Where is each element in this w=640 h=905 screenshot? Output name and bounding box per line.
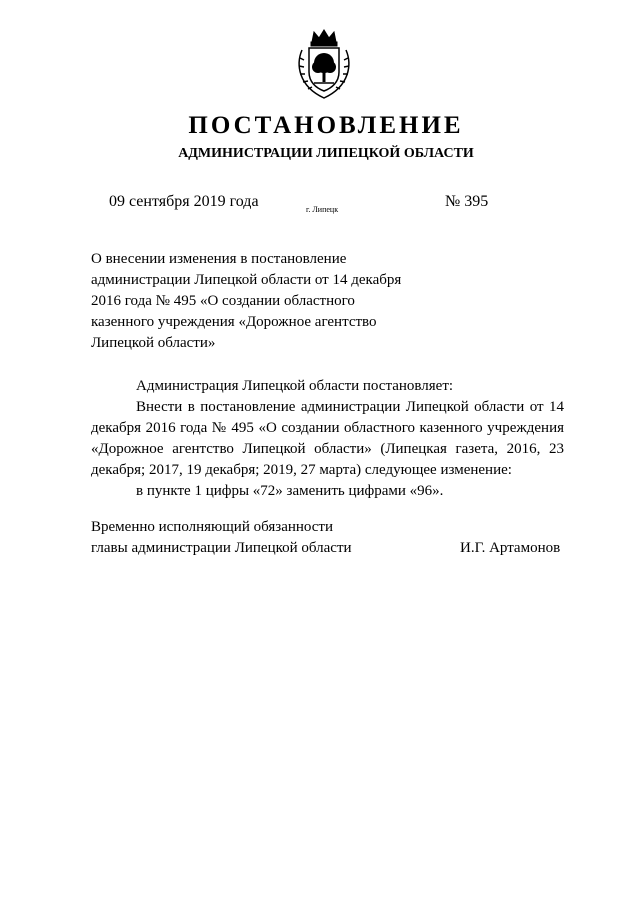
subject-line: 2016 года № 495 «О создании областного	[91, 293, 355, 309]
subject-line: О внесении изменения в постановление	[91, 251, 347, 267]
document-city: г. Липецк	[306, 205, 339, 214]
subject-line: казенного учреждения «Дорожное агентство	[91, 314, 377, 330]
document-subject	[91, 249, 411, 354]
document-title: ПОСТАНОВЛЕНИЕ	[188, 112, 464, 139]
document-body	[91, 376, 564, 502]
document-date: 09 сентября 2019 года	[109, 193, 259, 210]
body-item: в пункте 1 цифры «72» заменить цифрами «96».	[136, 483, 444, 499]
signature-position-line: главы администрации Липецкой области	[91, 540, 352, 556]
signature-position	[91, 517, 352, 559]
signature-position-line: Временно исполняющий обязанности	[91, 519, 334, 535]
body-paragraph: Внести в постановление администрации Липецкой области от 14 декабря 2016 года № 495 «О создании областного казенного учреждения «Дорожное агентство Липецкой области» (Липецкая газета, 2016, 23 декабря; 2017, 19 декабря; 2019, 27 марта) следующее изменение:	[91, 399, 564, 478]
coat-of-arms-emblem	[294, 28, 354, 100]
document-subtitle: АДМИНИСТРАЦИИ ЛИПЕЦКОЙ ОБЛАСТИ	[178, 146, 474, 161]
subject-line: администрации Липецкой области от 14 декабря	[91, 272, 402, 288]
body-intro: Администрация Липецкой области постановляет:	[136, 378, 454, 394]
signature-name: И.Г. Артамонов	[460, 540, 561, 556]
document-number: № 395	[445, 193, 489, 210]
subject-line: Липецкой области»	[91, 335, 216, 351]
